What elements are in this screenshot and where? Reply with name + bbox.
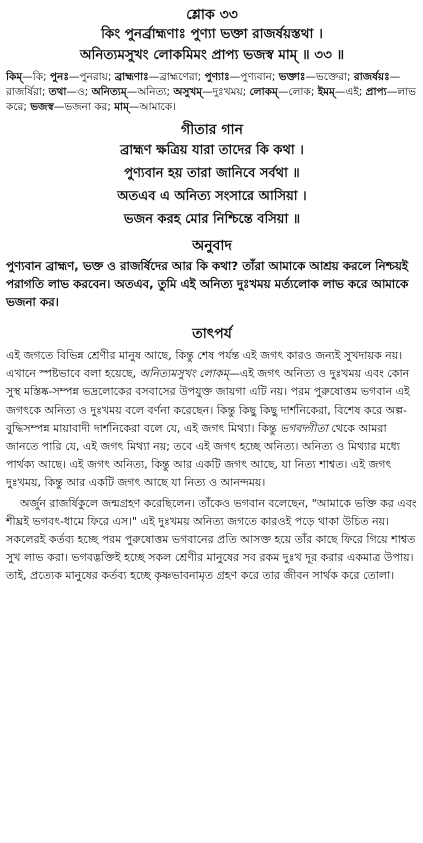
translation-title: অনুবাদ <box>192 238 232 254</box>
synonyms <box>6 70 418 115</box>
synonym: রাজর্ষয়ঃ—রাজর্ষিরা; <box>6 71 401 98</box>
synonym: প্রাপ্য—লাভ করে; <box>6 86 416 113</box>
gita-gaan-title: গীতার গান <box>181 122 243 138</box>
synonym: ব্রাহ্মণাঃ—ব্রাহ্মণেরা; <box>114 71 205 83</box>
synonym: তথা—ও; <box>48 86 92 98</box>
purport-body <box>6 347 418 586</box>
song-line-2: পুণ্যবান হয় তারা জানিবে সর্বথা ॥ <box>124 166 300 181</box>
synonym: ইমম্—এই; <box>317 86 366 98</box>
purport-title: তাৎপর্য <box>192 326 232 342</box>
sloka-title: শ্লোক ৩৩ <box>186 7 238 23</box>
synonym: কিম্—কি; <box>6 71 50 83</box>
song-line-4: ভজন করহ মোর নিশ্চিন্তে বসিয়া ॥ <box>123 212 301 227</box>
synonym: অসুখম্—দুঃখময়; <box>173 86 250 98</box>
synonym: অনিত্যম্—অনিত্য; <box>91 86 174 98</box>
sloka-line-1: কিং পুনর্ব্রাহ্মণাঃ পুণ্যা ভক্তা রাজর্ষয়স্তথা । <box>101 26 323 42</box>
sloka-line-2: অনিত্যমসুখং লোকমিমং প্রাপ্য ভজস্ব মাম্ ॥ ৩৩ ॥ <box>79 47 345 63</box>
purport-paragraph-1: এই জগতে বিভিন্ন শ্রেণীর মানুষ আছে, কিন্তু শেষ পর্যন্ত এই জগৎ কারও জন্যই সুখদায়ক নয়। এখানে স্পষ্টভাবে বলা হয়েছে, অনিত্যমসুখং লোকম্—এই জগৎ অনিত্য ও দুঃখময় এবং কোন সুস্থ মস্তিষ্ক-সম্পন্ন ভদ্রলোকের বসবাসের উপযুক্ত জায়গা এটি নয়। পরম পুরুষোত্তম ভগবান এই জগৎকে অনিত্য ও দুঃখময় বলে বর্ণনা করেছেন। কিন্তু কিছু কিছু দার্শনিকেরা, বিশেষ করে অল্প-বুদ্ধিসম্পন্ন মায়াবাদী দার্শনিকেরা বলে যে, এই জগৎ মিথ্যা। কিন্তু ভগবদ্গীতা থেকে আমরা জানতে পারি যে, এই জগৎ মিথ্যা নয়; তবে এই জগৎ হচ্ছে অনিত্য। অনিত্য ও মিথ্যার মধ্যে পার্থক্য আছে। এই জগৎ অনিত্য, কিন্তু আর একটি জগৎ আছে, যা নিত্য শাশ্বত। এই জগৎ দুঃখময়, কিন্তু আর একটি জগৎ আছে যা নিত্য ও আনন্দময়। <box>6 349 410 490</box>
synonym: ভক্তাঃ—ভক্তেরা; <box>278 71 354 83</box>
synonym: ভজস্ব—ভজনা কর; <box>30 101 115 113</box>
synonym: পুণ্যাঃ—পুণ্যবান; <box>204 71 279 83</box>
translation-text: পুণ্যবান ব্রাহ্মণ, ভক্ত ও রাজর্ষিদের আর কি কথা? তাঁরা আমাকে আশ্রয় করলে নিশ্চয়ই পরাগতি লাভ করবেন। অতএব, তুমি এই অনিত্য দুঃখময় মর্ত্যলোক লাভ করে আমাকে ভজনা কর। <box>6 259 409 309</box>
synonym: পুনঃ—পুনরায়; <box>49 71 115 83</box>
synonym: মাম্—আমাকে। <box>114 101 176 113</box>
song-line-1: ব্রাহ্মণ ক্ষত্রিয় যারা তাদের কি কথা । <box>120 143 304 158</box>
purport-paragraph-2: অর্জুন রাজর্ষিকুলে জন্মগ্রহণ করেছিলেন। তাঁকেও ভগবান বলেছেন, "আমাকে ভক্তি কর এবং শীঘ্রই ভগবৎ-ধামে ফিরে এস।" এই দুঃখময় অনিত্য জগতে কারওই পড়ে থাকা উচিত নয়। সকলেরই কর্তব্য হচ্ছে পরম পুরুষোত্তম ভগবানের প্রতি আসক্ত হয়ে তাঁর কাছে ফিরে গিয়ে শাশ্বত সুখ লাভ করা। ভগবদ্ভক্তিই হচ্ছে সকল শ্রেণীর মানুষের সব রকম দুঃখ দূর করার একমাত্র উপায়। তাই, প্রত্যেক মানুষের কর্তব্য হচ্ছে কৃষ্ণভাবনামৃত গ্রহণ করে তার জীবন সার্থক করে তোলা। <box>6 496 417 583</box>
song-line-3: অতএব এ অনিত্য সংসারে আসিয়া । <box>117 189 307 204</box>
synonym: লোকম্—লোক; <box>249 86 318 98</box>
